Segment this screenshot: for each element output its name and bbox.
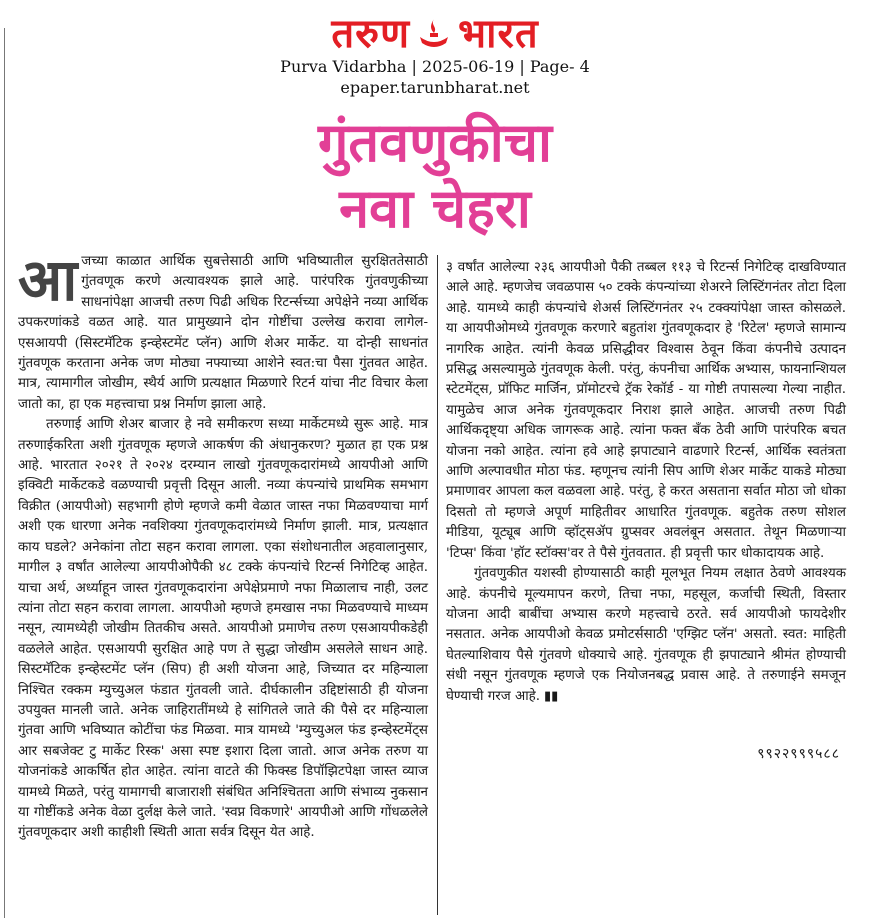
column-divider bbox=[437, 255, 438, 915]
paragraph bbox=[446, 564, 846, 707]
newspaper-brand bbox=[331, 12, 538, 56]
lamp-logo-icon bbox=[416, 17, 452, 51]
drop-cap: आ bbox=[18, 246, 78, 314]
paragraph: ३ वर्षांत आलेल्या २३६ आयपीओ पैकी तब्बल ११३ चे रिटर्न्स निगेटिव्ह दाखविण्यात आले आहे. म्हणजेच जवळपास ५० टक्के कंपन्यांच्या शेअरने लिस्टिंगनंतर तोटा दिला आहे. यामध्ये काही कंपन्यांचे शेअर्स लिस्टिंगनंतर २५ टक्क्यांपेक्षा जास्त कोसळले. या आयपीओमध्ये गुंतवणूक करणारे बहुतांश गुंतवणूकदार हे 'रिटेल' म्हणजे सामान्य नागरिक आहेत. त्यांनी केवळ प्रसिद्धीवर विश्वास ठेवून किंवा कंपनीचे उत्पादन प्रसिद्ध असल्यामुळे गुंतवणूक केली. परंतु, कंपनीचा आर्थिक अभ्यास, फायनान्शियल स्टेटमेंट्स, प्रॉफिट मार्जिन, प्रॉमोटरचे ट्रॅक रेकॉर्ड - या गोष्टी तपासल्या गेल्या नाहीत. यामुळेच आज अनेक गुंतवणूकदार निराश झाले आहेत. आजची तरुण पिढी आर्थिकदृष्ट्या अधिक जागरूक आहे. त्यांना फक्त बँक ठेवी आणि पारंपरिक बचत योजना नको आहेत. त्यांना हवे आहे झपाट्याने वाढणारे रिटर्न्स, आर्थिक स्वतंत्रता आणि अल्पावधीत मोठा फंड. म्हणूनच त्यांनी सिप आणि शेअर मार्केट याकडे मोठ्या प्रमाणावर आपला कल वळवला आहे. परंतु, हे करत असताना सर्वात मोठा जो धोका दिसतो तो म्हणजे अपूर्ण माहितीवर आधारित गुंतवणूक. बहुतेक तरुण सोशल मीडिया, यूट्यूब आणि व्हॉट्सॲप ग्रुप्सवर अवलंबून असतात. तेथून मिळणाऱ्या 'टिप्स' किंवा 'हॉट स्टॉक्स'वर ते पैसे गुंतवतात. ही प्रवृत्ती फार धोकादायक आहे. bbox=[446, 260, 847, 561]
headline-line-2: नवा चेहरा bbox=[339, 177, 531, 240]
article-column-right bbox=[446, 258, 846, 707]
paragraph bbox=[18, 246, 428, 415]
brand-name-left: तरुण bbox=[331, 11, 410, 57]
brand-name-right: भारत bbox=[458, 11, 539, 57]
masthead bbox=[0, 12, 870, 98]
article-column-left bbox=[18, 246, 428, 844]
paragraph-text: गुंतवणुकीत यशस्वी होण्यासाठी काही मूलभूत नियम लक्षात ठेवणे आवश्यक आहे. कंपनीचे मूल्यमापन करणे, तिचा नफा, महसूल, कर्जाची स्थिती, विस्तार योजना आदी बाबींचा अभ्यास करणे महत्त्वाचे ठरते. सर्व आयपीओ फायदेशीर नसतात. अनेक आयपीओ केवळ प्रमोटर्ससाठी 'एग्झिट प्लॅन' असतो. स्वत: माहिती घेतल्याशिवाय पैसे गुंतवणे धोक्याचे आहे. गुंतवणूक ही झपाट्याने श्रीमंत होण्याची संधी नसून गुंतवणूक म्हणजे एक नियोजनबद्ध प्रवास आहे. ते तरुणाईने समजून घेण्याची गरज आहे. bbox=[446, 566, 846, 704]
paragraph: तरुणाई आणि शेअर बाजार हे नवे समीकरण सध्या मार्केटमध्ये सुरू आहे. मात्र तरुणाईकरिता अशी गुंतवणूक म्हणजे आकर्षण की अंधानुकरण? मुळात हा एक प्रश्न आहे. भारतात २०२१ ते २०२४ दरम्यान लाखो गुंतवणूकदारांमध्ये आयपीओ आणि इक्विटी मार्केटकडे वळण्याची प्रवृत्ती दिसून आली. नव्या कंपन्यांचे प्राथमिक समभाग विक्रीत (आयपीओ) सहभागी होणे म्हणजे कमी वेळात जास्त नफा मिळवण्याचा मार्ग अशी एक धारणा अनेक नवशिक्या गुंतवणूकदारांमध्ये निर्माण झाली. मात्र, प्रत्यक्षात काय घडले? अनेकांना तोटा सहन करावा लागला. एका संशोधनातील अहवालानुसार, मागील ३ वर्षांत आलेल्या आयपीओपैकी ४८ टक्के कंपन्यांचे रिटर्न्स निगेटिव्ह आहेत. याचा अर्थ, अर्ध्याहून जास्त गुंतवणूकदारांना अपेक्षेप्रमाणे नफा मिळालाच नाही, उलट त्यांना तोटा सहन करावा लागला. आयपीओ म्हणजे हमखास नफा मिळवण्याचे माध्यम नसून, त्यामध्येही जोखीम तितकीच असते. आयपीओ प्रमाणेच तरुण एसआयपीकडेही वळलेले आहेत. एसआयपी सुरक्षित आहे पण ते सुद्धा जोखीम असलेले साधन आहे. सिस्टमॅटिक इन्व्हेस्टमेंट प्लॅन (सिप) ही अशी योजना आहे, जिच्यात दर महिन्याला निश्चित रक्कम म्युच्युअल फंडात गुंतवली जाते. दीर्घकालीन उद्दिष्टांसाठी ही योजना उपयुक्त मानली जाते. अनेक जाहिरातींमध्ये हे सांगितले जाते की पैसे दर महिन्याला गुंतवा आणि भविष्यात कोटींचा फंड मिळवा. मात्र यामध्ये 'म्युच्युअल फंड इन्व्हेस्टमेंट्स आर सबजेक्ट टु मार्केट रिस्क' असा स्पष्ट इशारा दिला जातो. आज अनेक तरुण या योजनांकडे आकर्षित होत आहेत. त्यांना वाटते की फिक्स्ड डिपॉझिटपेक्षा जास्त व्याज यामध्ये मिळते, परंतु यामागची बाजाराशी संबंधित अनिश्चितता आणि संभाव्य नुकसान या गोष्टींकडे अनेक वेळा दुर्लक्ष केले जाते. 'स्वप्न विकणारे' आयपीओ आणि गोंधळलेले गुंतवणूकदार अशी काहीशी स्थिती आता सर्वत्र दिसून येत आहे. bbox=[18, 417, 428, 841]
article-headline bbox=[0, 110, 870, 242]
paragraph-text: जच्या काळात आर्थिक सुबत्तेसाठी आणि भविष्यातील सुरक्षिततेसाठी गुंतवणूक करणे अत्यावश्यक झाले आहे. पारंपरिक गुंतवणुकीच्या साधनांपेक्षा आजची तरुण पिढी अधिक रिटर्न्सच्या अपेक्षेने नव्या आर्थिक उपकरणांकडे वळत आहे. यात प्रामुख्याने दोन गोष्टींचा उल्लेख करावा लागेल-एसआयपी (सिस्टमॅटिक इन्व्हेस्टमेंट प्लॅन) आणि शेअर मार्केट. या दोन्ही साधनांत गुंतवणूक करताना अनेक जण मोठ्या नफ्याच्या आशेने स्वत:चा पैसा गुंतवत आहेत. मात्र, त्यामागील जोखीम, स्थैर्य आणि प्रत्यक्षात मिळणारे रिटर्न यांचा नीट विचार केला जातो का, हा एक महत्त्वाचा प्रश्न निर्माण झाला आहे. bbox=[18, 254, 428, 412]
edition-line: Purva Vidarbha | 2025-06-19 | Page- 4 bbox=[280, 57, 590, 76]
epaper-url[interactable]: epaper.tarunbharat.net bbox=[340, 78, 530, 97]
author-contact: ९९२२९९९५८८ bbox=[757, 746, 840, 762]
headline-line-1: गुंतवणुकीचा bbox=[318, 111, 552, 174]
end-mark: ▮▮ bbox=[544, 688, 559, 704]
